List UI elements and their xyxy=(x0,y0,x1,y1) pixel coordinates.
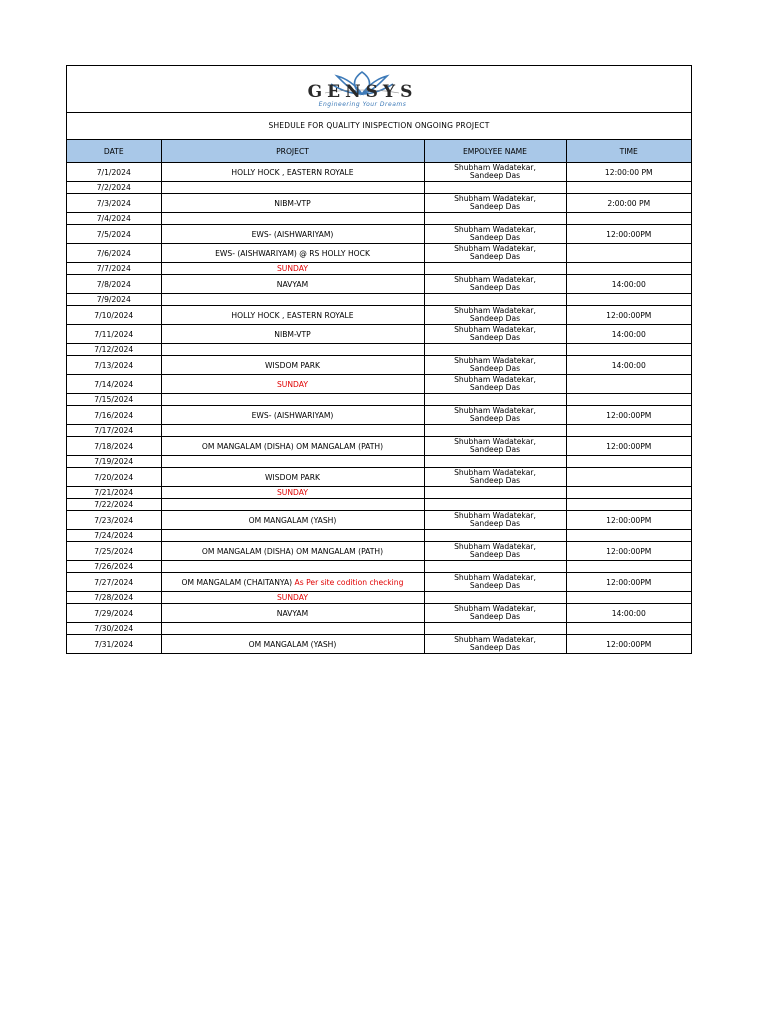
project-cell xyxy=(161,406,424,425)
time-cell: 12:00:00PM xyxy=(566,573,691,592)
time-cell: 12:00:00PM xyxy=(566,635,691,654)
table-row xyxy=(67,561,691,573)
time-cell: 14:00:00 xyxy=(566,356,691,375)
project-cell xyxy=(161,163,424,182)
time-cell: 14:00:00 xyxy=(566,604,691,623)
logo-row xyxy=(67,66,691,113)
project-cell xyxy=(161,573,424,592)
employee-name-1: Shubham Wadatekar, xyxy=(454,510,536,520)
table-row xyxy=(67,244,691,263)
employee-name-2: Sandeep Das xyxy=(469,364,521,373)
project-cell xyxy=(161,194,424,213)
project-name: NIBM-VTP xyxy=(274,198,311,208)
time-cell xyxy=(566,375,691,394)
logo-wordmark: GENSYS xyxy=(307,82,418,102)
schedule-body xyxy=(67,163,691,654)
date-cell: 7/20/2024 xyxy=(67,468,161,487)
project-name: NAVYAM xyxy=(276,279,309,289)
employee-name-1: Shubham Wadatekar, xyxy=(454,467,536,477)
employee-name-1: Shubham Wadatekar, xyxy=(454,324,536,334)
time-cell xyxy=(566,394,691,406)
table-header-row xyxy=(67,140,691,163)
time-cell xyxy=(566,263,691,275)
project-name: WISDOM PARK xyxy=(265,360,320,370)
project-cell xyxy=(161,635,424,654)
employee-cell xyxy=(424,294,566,306)
employee-cell xyxy=(424,592,566,604)
project-cell xyxy=(161,604,424,623)
project-cell xyxy=(161,294,424,306)
table-row xyxy=(67,356,691,375)
employee-cell xyxy=(424,182,566,194)
time-cell xyxy=(566,244,691,263)
date-cell: 7/28/2024 xyxy=(67,592,161,604)
project-cell xyxy=(161,394,424,406)
project-name: EWS- (AISHWARIYAM) xyxy=(251,229,334,239)
time-cell xyxy=(566,344,691,356)
employee-name-1: Shubham Wadatekar, xyxy=(454,405,536,415)
table-row xyxy=(67,294,691,306)
time-cell: 12:00:00PM xyxy=(566,542,691,561)
project-cell xyxy=(161,213,424,225)
project-cell xyxy=(161,542,424,561)
table-row xyxy=(67,225,691,244)
table-row xyxy=(67,325,691,344)
employee-cell xyxy=(424,356,566,375)
table-row xyxy=(67,499,691,511)
time-cell xyxy=(566,456,691,468)
date-cell: 7/7/2024 xyxy=(67,263,161,275)
table-row xyxy=(67,394,691,406)
date-cell: 7/23/2024 xyxy=(67,511,161,530)
employee-cell xyxy=(424,325,566,344)
employee-name-1: Shubham Wadatekar, xyxy=(454,355,536,365)
table-row xyxy=(67,623,691,635)
gensys-logo xyxy=(285,70,440,110)
time-cell xyxy=(566,182,691,194)
table-row xyxy=(67,530,691,542)
employee-name-2: Sandeep Das xyxy=(469,519,521,528)
column-header-date: DATE xyxy=(67,140,161,163)
column-header-time: TIME xyxy=(566,140,691,163)
date-cell: 7/3/2024 xyxy=(67,194,161,213)
project-name: HOLLY HOCK , EASTERN ROYALE xyxy=(231,310,354,320)
project-cell xyxy=(161,437,424,456)
project-cell xyxy=(161,487,424,499)
employee-name-1: Shubham Wadatekar, xyxy=(454,224,536,234)
project-name: WISDOM PARK xyxy=(265,472,320,482)
date-cell: 7/19/2024 xyxy=(67,456,161,468)
date-cell: 7/6/2024 xyxy=(67,244,161,263)
table-row xyxy=(67,456,691,468)
employee-cell xyxy=(424,344,566,356)
employee-cell xyxy=(424,511,566,530)
employee-cell xyxy=(424,542,566,561)
time-cell xyxy=(566,499,691,511)
employee-name-1: Shubham Wadatekar, xyxy=(454,634,536,644)
table-row xyxy=(67,511,691,530)
date-cell: 7/14/2024 xyxy=(67,375,161,394)
employee-name-1: Shubham Wadatekar, xyxy=(454,572,536,582)
project-cell xyxy=(161,592,424,604)
time-cell: 12:00:00PM xyxy=(566,511,691,530)
employee-name-2: Sandeep Das xyxy=(469,314,521,323)
time-cell xyxy=(566,425,691,437)
column-header-project: PROJECT xyxy=(161,140,424,163)
time-cell: 2:00:00 PM xyxy=(566,194,691,213)
project-cell xyxy=(161,344,424,356)
project-cell xyxy=(161,275,424,294)
employee-cell xyxy=(424,604,566,623)
employee-cell xyxy=(424,468,566,487)
time-cell: 14:00:00 xyxy=(566,325,691,344)
project-name: HOLLY HOCK , EASTERN ROYALE xyxy=(231,167,354,177)
schedule-table xyxy=(67,140,691,653)
employee-cell xyxy=(424,225,566,244)
sunday-label: SUNDAY xyxy=(276,593,309,602)
time-cell: 12:00:00PM xyxy=(566,406,691,425)
employee-cell xyxy=(424,487,566,499)
employee-cell xyxy=(424,499,566,511)
date-cell: 7/15/2024 xyxy=(67,394,161,406)
date-cell: 7/5/2024 xyxy=(67,225,161,244)
table-row xyxy=(67,406,691,425)
column-header-employee: EMPOLYEE NAME xyxy=(424,140,566,163)
project-cell xyxy=(161,511,424,530)
employee-name-1: Shubham Wadatekar, xyxy=(454,243,536,253)
date-cell: 7/21/2024 xyxy=(67,487,161,499)
employee-name-2: Sandeep Das xyxy=(469,202,521,211)
time-cell xyxy=(566,623,691,635)
date-cell: 7/11/2024 xyxy=(67,325,161,344)
project-name: NIBM-VTP xyxy=(274,329,311,339)
project-cell xyxy=(161,306,424,325)
employee-cell xyxy=(424,530,566,542)
time-cell: 12:00:00 PM xyxy=(566,163,691,182)
employee-name-1: Shubham Wadatekar, xyxy=(454,162,536,172)
project-cell xyxy=(161,375,424,394)
employee-name-1: Shubham Wadatekar, xyxy=(454,193,536,203)
project-cell xyxy=(161,182,424,194)
employee-name-2: Sandeep Das xyxy=(469,550,521,559)
project-name: NAVYAM xyxy=(276,608,309,618)
employee-name-2: Sandeep Das xyxy=(469,612,521,621)
employee-name-2: Sandeep Das xyxy=(469,445,521,454)
employee-name-1: Shubham Wadatekar, xyxy=(454,436,536,446)
employee-name-1: Shubham Wadatekar, xyxy=(454,374,536,384)
employee-name-2: Sandeep Das xyxy=(469,233,521,242)
date-cell: 7/24/2024 xyxy=(67,530,161,542)
time-cell xyxy=(566,213,691,225)
date-cell: 7/9/2024 xyxy=(67,294,161,306)
date-cell: 7/30/2024 xyxy=(67,623,161,635)
employee-name-2: Sandeep Das xyxy=(469,414,521,423)
employee-cell xyxy=(424,406,566,425)
employee-name-2: Sandeep Das xyxy=(469,643,521,652)
project-cell xyxy=(161,325,424,344)
table-row xyxy=(67,163,691,182)
table-row xyxy=(67,468,691,487)
employee-cell xyxy=(424,456,566,468)
table-row xyxy=(67,487,691,499)
table-row xyxy=(67,344,691,356)
employee-name-2: Sandeep Das xyxy=(469,383,521,392)
time-cell xyxy=(566,294,691,306)
employee-cell xyxy=(424,437,566,456)
project-name: OM MANGALAM (YASH) xyxy=(248,639,337,649)
table-row xyxy=(67,425,691,437)
sunday-label: SUNDAY xyxy=(276,264,309,273)
logo-tagline: Engineering Your Dreams xyxy=(318,101,407,108)
date-cell: 7/16/2024 xyxy=(67,406,161,425)
project-cell xyxy=(161,468,424,487)
date-cell: 7/4/2024 xyxy=(67,213,161,225)
project-cell xyxy=(161,456,424,468)
employee-cell xyxy=(424,275,566,294)
employee-cell xyxy=(424,213,566,225)
project-cell xyxy=(161,425,424,437)
date-cell: 7/2/2024 xyxy=(67,182,161,194)
date-cell: 7/27/2024 xyxy=(67,573,161,592)
table-row xyxy=(67,604,691,623)
employee-name-2: Sandeep Das xyxy=(469,171,521,180)
table-row xyxy=(67,263,691,275)
employee-name-2: Sandeep Das xyxy=(469,252,521,261)
date-cell: 7/22/2024 xyxy=(67,499,161,511)
employee-cell xyxy=(424,425,566,437)
date-cell: 7/13/2024 xyxy=(67,356,161,375)
table-row xyxy=(67,635,691,654)
project-name: EWS- (AISHWARIYAM) @ RS HOLLY HOCK xyxy=(215,248,370,258)
date-cell: 7/17/2024 xyxy=(67,425,161,437)
employee-name-2: Sandeep Das xyxy=(469,283,521,292)
date-cell: 7/12/2024 xyxy=(67,344,161,356)
table-row xyxy=(67,542,691,561)
date-cell: 7/18/2024 xyxy=(67,437,161,456)
employee-name-2: Sandeep Das xyxy=(469,581,521,590)
schedule-title: SHEDULE FOR QUALITY INISPECTION ONGOING PROJECT xyxy=(67,113,691,140)
employee-cell xyxy=(424,635,566,654)
time-cell: 12:00:00PM xyxy=(566,437,691,456)
time-cell: 14:00:00 xyxy=(566,275,691,294)
date-cell: 7/10/2024 xyxy=(67,306,161,325)
project-name: OM MANGALAM (DISHA) OM MANGALAM (PATH) xyxy=(201,441,384,451)
date-cell: 7/31/2024 xyxy=(67,635,161,654)
project-cell xyxy=(161,244,424,263)
employee-cell xyxy=(424,573,566,592)
employee-cell xyxy=(424,244,566,263)
project-name: OM MANGALAM (CHAITANYA) xyxy=(181,577,293,587)
employee-cell xyxy=(424,263,566,275)
employee-cell xyxy=(424,163,566,182)
time-cell xyxy=(566,487,691,499)
sunday-label: SUNDAY xyxy=(276,379,309,389)
date-cell: 7/1/2024 xyxy=(67,163,161,182)
schedule-sheet xyxy=(66,65,692,654)
table-row xyxy=(67,306,691,325)
project-cell xyxy=(161,530,424,542)
project-name: OM MANGALAM (YASH) xyxy=(248,515,337,525)
time-cell xyxy=(566,592,691,604)
table-row xyxy=(67,275,691,294)
employee-cell xyxy=(424,394,566,406)
time-cell: 12:00:00PM xyxy=(566,225,691,244)
table-row xyxy=(67,213,691,225)
table-row xyxy=(67,592,691,604)
table-row xyxy=(67,437,691,456)
employee-cell xyxy=(424,306,566,325)
employee-cell xyxy=(424,561,566,573)
time-cell xyxy=(566,561,691,573)
project-name: EWS- (AISHWARIYAM) xyxy=(251,410,334,420)
project-cell xyxy=(161,623,424,635)
project-note: As Per site codition checking xyxy=(294,577,404,587)
table-row xyxy=(67,194,691,213)
table-row xyxy=(67,375,691,394)
employee-name-2: Sandeep Das xyxy=(469,333,521,342)
employee-cell xyxy=(424,375,566,394)
employee-name-1: Shubham Wadatekar, xyxy=(454,305,536,315)
date-cell: 7/8/2024 xyxy=(67,275,161,294)
employee-cell xyxy=(424,194,566,213)
project-cell xyxy=(161,499,424,511)
employee-name-2: Sandeep Das xyxy=(469,476,521,485)
employee-name-1: Shubham Wadatekar, xyxy=(454,541,536,551)
date-cell: 7/25/2024 xyxy=(67,542,161,561)
project-cell xyxy=(161,561,424,573)
time-cell xyxy=(566,468,691,487)
sunday-label: SUNDAY xyxy=(276,488,309,497)
time-cell: 12:00:00PM xyxy=(566,306,691,325)
table-row xyxy=(67,573,691,592)
date-cell: 7/29/2024 xyxy=(67,604,161,623)
project-cell xyxy=(161,225,424,244)
employee-name-1: Shubham Wadatekar, xyxy=(454,274,536,284)
project-cell xyxy=(161,263,424,275)
employee-name-1: Shubham Wadatekar, xyxy=(454,603,536,613)
table-row xyxy=(67,182,691,194)
project-cell xyxy=(161,356,424,375)
project-name: OM MANGALAM (DISHA) OM MANGALAM (PATH) xyxy=(201,546,384,556)
employee-cell xyxy=(424,623,566,635)
date-cell: 7/26/2024 xyxy=(67,561,161,573)
time-cell xyxy=(566,530,691,542)
